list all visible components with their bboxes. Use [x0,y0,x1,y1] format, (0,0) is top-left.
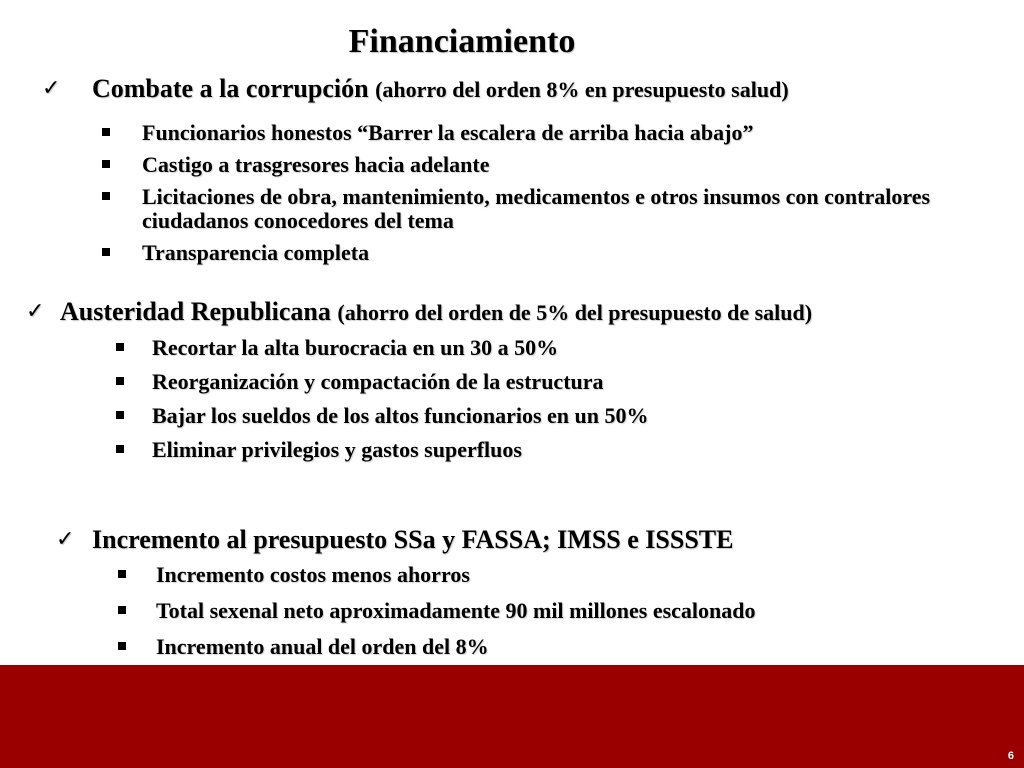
list-item [42,153,982,177]
heading-note: (ahorro del orden de 5% del presupuesto de salud) [337,300,813,325]
check-mark-icon: ✓ [26,299,45,324]
list-item [42,241,982,265]
list-item-text: Incremento costos menos ahorros [156,562,470,587]
list-item [42,121,982,145]
bullet-list [26,336,946,462]
list-item [26,404,946,428]
square-bullet-icon [116,343,124,351]
section-heading [26,297,946,328]
list-item-text: Total sexenal neto aproximadamente 90 mil millones escalonado [156,598,756,623]
list-item [56,563,976,587]
bullet-list [42,121,982,265]
square-bullet-icon [116,411,124,419]
square-bullet-icon [118,570,126,578]
square-bullet-icon [102,128,110,136]
list-item [26,438,946,462]
list-item-text: Eliminar privilegios y gastos superfluos [152,437,522,462]
section-corruption [42,74,982,265]
section-heading [56,525,976,555]
bullet-list [56,563,976,659]
square-bullet-icon [116,445,124,453]
list-item-text: Incremento anual del orden del 8% [156,634,489,659]
list-item-text: Funcionarios honestos “Barrer la escalera de arriba hacia abajo” [142,120,754,145]
section-austerity [26,297,946,462]
list-item-text: Recortar la alta burocracia en un 30 a 50% [152,335,559,360]
section-budget-increase [56,525,976,659]
list-item-text: Transparencia completa [142,240,370,265]
heading-note: (ahorro del orden 8% en presupuesto salud) [375,77,789,102]
square-bullet-icon [102,248,110,256]
list-item-text: Reorganización y compactación de la estructura [152,369,604,394]
footer-bar [0,665,1024,768]
section-heading [42,74,982,105]
heading-text: Combate a la corrupción [92,74,369,103]
page-number: 6 [1007,750,1014,762]
list-item [26,336,946,360]
check-mark-icon: ✓ [56,527,75,552]
list-item [56,635,976,659]
list-item-text: Licitaciones de obra, mantenimiento, medicamentos e otros insumos con contralores ciudadanos conocedores del tema [142,184,931,233]
list-item-text: Bajar los sueldos de los altos funcionarios en un 50% [152,403,649,428]
check-mark-icon: ✓ [42,76,61,101]
heading-text: Austeridad Republicana [60,297,331,326]
square-bullet-icon [102,192,110,200]
heading-text: Incremento al presupuesto SSa y FASSA; IMSS e ISSSTE [92,525,734,554]
slide-title: Financiamiento [348,23,576,60]
square-bullet-icon [118,606,126,614]
square-bullet-icon [116,377,124,385]
list-item-text: Castigo a trasgresores hacia adelante [142,152,490,177]
list-item [42,185,982,233]
square-bullet-icon [118,642,126,650]
square-bullet-icon [102,160,110,168]
list-item [56,599,976,623]
list-item [26,370,946,394]
